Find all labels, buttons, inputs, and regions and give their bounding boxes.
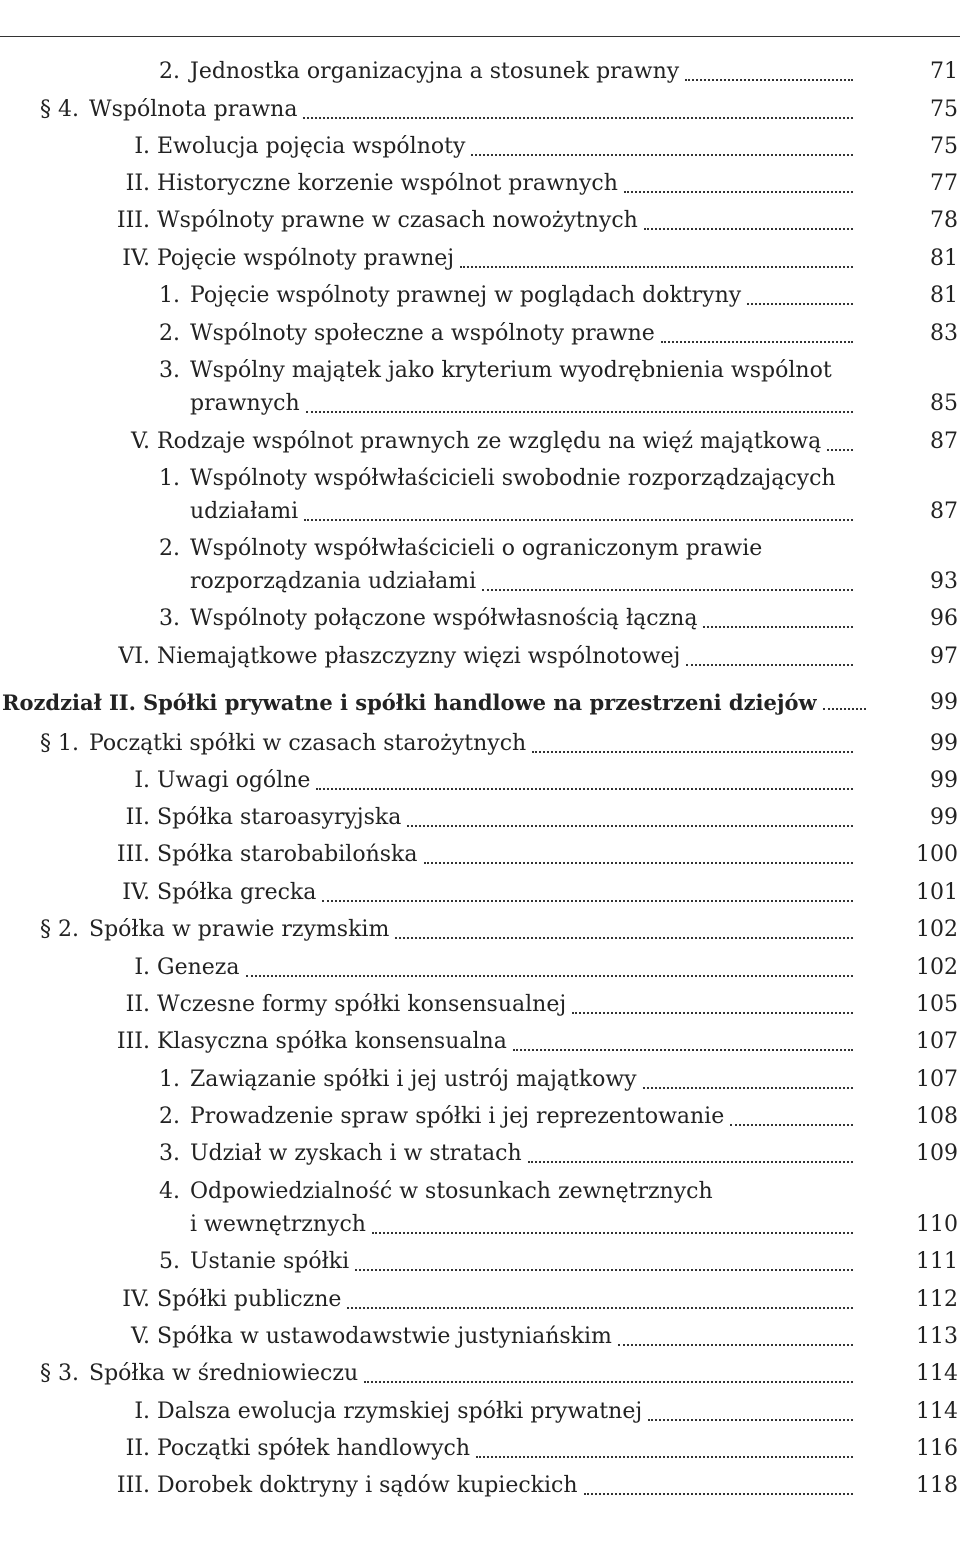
toc-entry-number: III. bbox=[116, 208, 150, 233]
toc-leader-dots bbox=[661, 341, 853, 343]
toc-entry bbox=[0, 279, 960, 312]
toc-leader-dots bbox=[482, 589, 853, 591]
toc-leader-dots bbox=[584, 1493, 853, 1495]
toc-entry-number: 2. bbox=[159, 321, 180, 346]
toc-entry bbox=[0, 1175, 960, 1241]
toc-entry-title: Dalsza ewolucja rzymskiej spółki prywatnej bbox=[157, 1399, 643, 1424]
toc-entry-title: Początki spółki w czasach starożytnych bbox=[89, 731, 527, 756]
toc-leader-dots bbox=[322, 900, 853, 902]
toc-entry-page: 71 bbox=[930, 59, 958, 84]
toc-entry-number: IV. bbox=[122, 1287, 150, 1312]
toc-entry-title: Prowadzenie spraw spółki i jej reprezentowanie bbox=[190, 1104, 725, 1129]
toc-entry bbox=[0, 801, 960, 834]
toc-entry bbox=[0, 1320, 960, 1353]
toc-entry-page: 83 bbox=[930, 321, 958, 346]
toc-entry-title: i wewnętrznych bbox=[190, 1212, 366, 1237]
toc-entry bbox=[0, 462, 960, 528]
toc-leader-dots bbox=[246, 975, 854, 977]
toc-entry-number: II. bbox=[125, 805, 150, 830]
toc-entry-page: 77 bbox=[930, 171, 958, 196]
toc-entry bbox=[0, 876, 960, 909]
toc-entry-title: Wspólny majątek jako kryterium wyodrębnienia wspólnot bbox=[190, 358, 832, 383]
toc-entry bbox=[0, 1100, 960, 1133]
toc-entry-number: § 2. bbox=[40, 917, 79, 942]
toc-entry-page: 87 bbox=[930, 499, 958, 524]
toc-entry bbox=[0, 1245, 960, 1278]
toc-entry-page: 81 bbox=[930, 246, 958, 271]
toc-entry-title: Ewolucja pojęcia wspólnoty bbox=[157, 134, 466, 159]
toc-leader-dots bbox=[407, 825, 853, 827]
toc-entry-number: III. bbox=[116, 1029, 150, 1054]
toc-entry-title: Spółka w ustawodawstwie justyniańskim bbox=[157, 1324, 612, 1349]
toc-entry-page: 99 bbox=[930, 731, 958, 756]
toc-leader-dots bbox=[685, 79, 853, 81]
toc-leader-dots bbox=[730, 1124, 853, 1126]
toc-entry-number: I. bbox=[134, 768, 150, 793]
toc-entry-number: III. bbox=[116, 1473, 150, 1498]
toc-entry-title: Wspólnoty prawne w czasach nowożytnych bbox=[157, 208, 638, 233]
toc-entry bbox=[0, 93, 960, 126]
toc-entry bbox=[0, 242, 960, 275]
toc-entry-title: Udział w zyskach i w stratach bbox=[190, 1141, 522, 1166]
toc-entry-title: Spółki publiczne bbox=[157, 1287, 342, 1312]
toc-entry-number: § 4. bbox=[40, 97, 79, 122]
toc-leader-dots bbox=[460, 266, 853, 268]
toc-entry-page: 102 bbox=[916, 917, 958, 942]
toc-entry-number: II. bbox=[125, 1436, 150, 1461]
toc-entry-number: V. bbox=[130, 429, 150, 454]
toc-leader-dots bbox=[827, 449, 853, 451]
toc-entry-number: 2. bbox=[159, 1104, 180, 1129]
toc-entry-page: 97 bbox=[930, 644, 958, 669]
toc-entry bbox=[0, 1283, 960, 1316]
toc-entry-number: 5. bbox=[159, 1249, 180, 1274]
toc-entry bbox=[0, 354, 960, 420]
toc-leader-dots bbox=[703, 626, 853, 628]
toc-entry-page: 85 bbox=[930, 391, 958, 416]
toc-leader-dots bbox=[395, 937, 853, 939]
toc-leader-dots bbox=[355, 1269, 853, 1271]
toc-entry-page: 113 bbox=[916, 1324, 958, 1349]
toc-entry bbox=[0, 640, 960, 673]
toc-leader-dots bbox=[513, 1049, 853, 1051]
toc-entry bbox=[0, 838, 960, 871]
toc-entry-title: Geneza bbox=[157, 955, 240, 980]
toc-leader-dots bbox=[372, 1232, 853, 1234]
toc-entry-title: Spółka staroasyryjska bbox=[157, 805, 402, 830]
toc-entry-number: 2. bbox=[159, 536, 180, 561]
toc-entry-title: Dorobek doktryny i sądów kupieckich bbox=[157, 1473, 578, 1498]
toc-entry-page: 118 bbox=[916, 1473, 958, 1498]
toc-entry-title: Spółka w prawie rzymskim bbox=[89, 917, 390, 942]
toc-entry-title: Klasyczna spółka konsensualna bbox=[157, 1029, 507, 1054]
toc-leader-dots bbox=[532, 751, 853, 753]
toc-entry-page: 75 bbox=[930, 97, 958, 122]
toc-entry-page: 87 bbox=[930, 429, 958, 454]
toc-entry-page: 111 bbox=[916, 1249, 958, 1274]
toc-entry-number: 3. bbox=[159, 606, 180, 631]
toc-entry-title: Spółka starobabilońska bbox=[157, 842, 418, 867]
toc-entry-page: 105 bbox=[916, 992, 958, 1017]
toc-entry-page: 100 bbox=[916, 842, 958, 867]
toc-leader-dots bbox=[823, 708, 866, 710]
toc-leader-dots bbox=[471, 154, 853, 156]
toc-entry-title: Wspólnoty społeczne a wspólnoty prawne bbox=[190, 321, 655, 346]
toc-entry bbox=[0, 204, 960, 237]
toc-entry-page: 107 bbox=[916, 1029, 958, 1054]
toc-entry-title: rozporządzania udziałami bbox=[190, 569, 477, 594]
toc-entry-page: 81 bbox=[930, 283, 958, 308]
toc-entry-number: 3. bbox=[159, 358, 180, 383]
toc-leader-dots bbox=[424, 862, 854, 864]
toc-leader-dots bbox=[364, 1381, 853, 1383]
toc-entry-page: 107 bbox=[916, 1067, 958, 1092]
toc-entry-title: Wspólnoty współwłaścicieli swobodnie rozporządzających bbox=[190, 466, 836, 491]
toc-entry-number: IV. bbox=[122, 880, 150, 905]
toc-entry-title: Wczesne formy spółki konsensualnej bbox=[157, 992, 567, 1017]
toc-entry-title: Spółki prywatne i spółki handlowe na przestrzeni dziejów bbox=[142, 690, 817, 715]
toc-entry-number: 4. bbox=[159, 1179, 180, 1204]
toc-entry bbox=[0, 764, 960, 797]
toc-leader-dots bbox=[347, 1307, 853, 1309]
toc-entry-number: 3. bbox=[159, 1141, 180, 1166]
toc-entry bbox=[0, 951, 960, 984]
toc-entry-page: 101 bbox=[916, 880, 958, 905]
toc-entry-title: Spółka w średniowieczu bbox=[89, 1361, 359, 1386]
toc-leader-dots bbox=[747, 303, 853, 305]
toc-entry-page: 78 bbox=[930, 208, 958, 233]
toc-leader-dots bbox=[624, 191, 853, 193]
toc-entry-title: Początki spółek handlowych bbox=[157, 1436, 471, 1461]
toc-entry-number: I. bbox=[134, 134, 150, 159]
toc-entry bbox=[0, 1063, 960, 1096]
toc-entry-number: VI. bbox=[118, 644, 150, 669]
toc-entry bbox=[0, 55, 960, 88]
toc-entry-title: Ustanie spółki bbox=[190, 1249, 350, 1274]
toc-entry-title: Pojęcie wspólnoty prawnej w poglądach doktryny bbox=[190, 283, 742, 308]
toc-entry bbox=[0, 913, 960, 946]
toc-entry-page: 108 bbox=[916, 1104, 958, 1129]
toc-entry-title: Spółka grecka bbox=[157, 880, 317, 905]
toc-leader-dots bbox=[648, 1419, 853, 1421]
toc-entry-title: Pojęcie wspólnoty prawnej bbox=[157, 246, 455, 271]
toc-entry bbox=[0, 988, 960, 1021]
toc-entry-number: 1. bbox=[159, 466, 180, 491]
toc-entry-title: prawnych bbox=[190, 391, 300, 416]
toc-entry-page: 114 bbox=[916, 1399, 958, 1424]
toc-entry-title: Wspólnoty współwłaścicieli o ograniczonym prawie bbox=[190, 536, 763, 561]
toc-entry bbox=[0, 1025, 960, 1058]
toc-entry-page: 99 bbox=[930, 805, 958, 830]
toc-entry bbox=[0, 317, 960, 350]
toc-entry-number: IV. bbox=[122, 246, 150, 271]
toc-leader-dots bbox=[316, 788, 853, 790]
toc-entry-page: 93 bbox=[930, 569, 958, 594]
toc-entry-page: 99 bbox=[930, 768, 958, 793]
toc-entry-number: Rozdział II. bbox=[2, 690, 136, 715]
toc-entry-page: 112 bbox=[916, 1287, 958, 1312]
page-header bbox=[0, 0, 960, 37]
toc-leader-dots bbox=[306, 411, 853, 413]
toc-entry-number: I. bbox=[134, 955, 150, 980]
toc-entry-title: Historyczne korzenie wspólnot prawnych bbox=[157, 171, 618, 196]
toc-entry-title: Jednostka organizacyjna a stosunek prawny bbox=[190, 59, 680, 84]
toc-entry bbox=[0, 1432, 960, 1465]
toc-entry-page: 99 bbox=[930, 690, 958, 715]
toc-entry bbox=[0, 1469, 960, 1502]
toc-entry-page: 96 bbox=[930, 606, 958, 631]
toc-entry bbox=[0, 1137, 960, 1170]
toc-entry-title: Uwagi ogólne bbox=[157, 768, 311, 793]
toc-entry bbox=[0, 532, 960, 598]
toc-entry bbox=[0, 1357, 960, 1390]
toc-entry bbox=[0, 425, 960, 458]
toc-entry-page: 75 bbox=[930, 134, 958, 159]
toc-entry-number: II. bbox=[125, 171, 150, 196]
toc-entry-number: III. bbox=[116, 842, 150, 867]
toc-entry bbox=[0, 167, 960, 200]
toc-entry bbox=[0, 130, 960, 163]
toc-entry-page: 102 bbox=[916, 955, 958, 980]
toc-entry-page: 109 bbox=[916, 1141, 958, 1166]
toc-leader-dots bbox=[304, 519, 853, 521]
toc-entry bbox=[0, 727, 960, 760]
toc-entry-number: II. bbox=[125, 992, 150, 1017]
toc-entry-title: Zawiązanie spółki i jej ustrój majątkowy bbox=[190, 1067, 637, 1092]
toc-entry bbox=[0, 602, 960, 635]
toc-leader-dots bbox=[528, 1161, 853, 1163]
toc-leader-dots bbox=[618, 1344, 853, 1346]
toc-entry-title: Rodzaje wspólnot prawnych ze względu na więź majątkową bbox=[157, 429, 822, 454]
toc-leader-dots bbox=[643, 1087, 853, 1089]
toc-entry-number: V. bbox=[130, 1324, 150, 1349]
toc-entry-number: 2. bbox=[159, 59, 180, 84]
toc-leader-dots bbox=[644, 228, 853, 230]
toc-entry-page: 110 bbox=[916, 1212, 958, 1237]
toc-leader-dots bbox=[686, 664, 853, 666]
toc-leader-dots bbox=[476, 1456, 853, 1458]
toc-entry-number: § 1. bbox=[40, 731, 79, 756]
toc-entry-number: § 3. bbox=[40, 1361, 79, 1386]
toc-entry-number: 1. bbox=[159, 283, 180, 308]
toc-entry-number: I. bbox=[134, 1399, 150, 1424]
toc-entry-page: 114 bbox=[916, 1361, 958, 1386]
toc-entry-title: Odpowiedzialność w stosunkach zewnętrznych bbox=[190, 1179, 713, 1204]
toc-entry bbox=[0, 686, 960, 719]
toc-entry-title: Wspólnota prawna bbox=[89, 97, 298, 122]
toc-entry-title: udziałami bbox=[190, 499, 299, 524]
toc-entry-title: Wspólnoty połączone współwłasnością łączną bbox=[190, 606, 698, 631]
toc-entry-page: 116 bbox=[916, 1436, 958, 1461]
toc-leader-dots bbox=[303, 117, 853, 119]
toc-leader-dots bbox=[572, 1012, 853, 1014]
toc-entry bbox=[0, 1395, 960, 1428]
toc-entry-number: 1. bbox=[159, 1067, 180, 1092]
toc-entry-title: Niemajątkowe płaszczyzny więzi wspólnotowej bbox=[157, 644, 681, 669]
